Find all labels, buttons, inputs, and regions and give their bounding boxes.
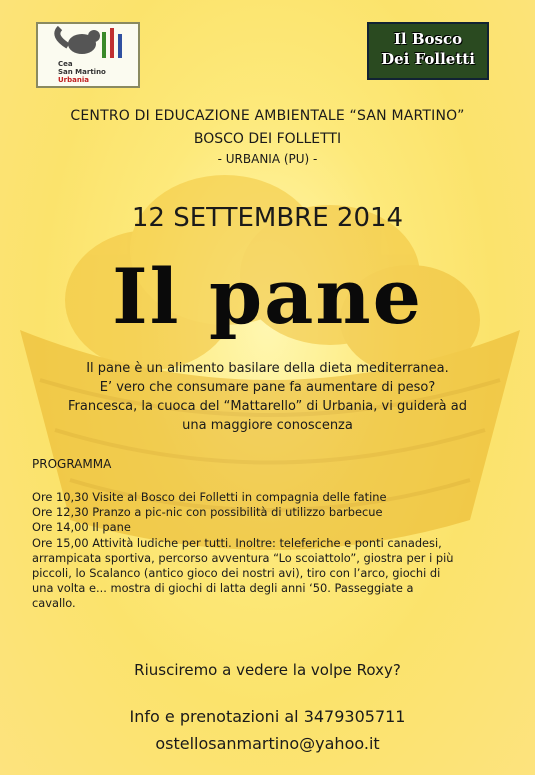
logo-text-il-bosco: Il Bosco [393, 30, 463, 48]
programma-line: Ore 12,30 Pranzo a pic-nic con possibilità di utilizzo barbecue [32, 505, 383, 520]
squirrel-icon [38, 26, 138, 60]
header-centre-name: CENTRO DI EDUCAZIONE AMBIENTALE “SAN MARTINO” [70, 108, 465, 124]
logo-text-urbania: Urbania [58, 76, 89, 84]
logo-text-san-martino: San Martino [58, 68, 106, 76]
programma-line: piccoli, lo Scalanco (antico gioco dei nostri avi), tiro con l’arco, giochi di [32, 566, 441, 581]
question-text: Riusciremo a vedere la volpe Roxy? [134, 661, 401, 679]
header-location: - URBANIA (PU) - [217, 152, 318, 166]
intro-line: E’ vero che consumare pane fa aumentare di peso? [99, 380, 436, 395]
event-date: 12 SETTEMBRE 2014 [131, 203, 404, 233]
intro-line: una maggiore conoscenza [182, 418, 353, 433]
bosco-dei-folletti-logo [367, 22, 489, 80]
email-address[interactable]: ostellosanmartino@yahoo.it [155, 734, 380, 753]
programma-line: Ore 15,00 Attività ludiche per tutti. Inoltre: teleferiche e ponti canadesi, [32, 535, 442, 550]
intro-line: Il pane è un alimento basilare della dieta mediterranea. [86, 361, 449, 376]
info-contact: Info e prenotazioni al 3479305711 [129, 707, 406, 726]
programma-list [32, 490, 512, 612]
logo-text-dei-folletti: Dei Folletti [381, 50, 475, 68]
programma-heading: PROGRAMMA [32, 457, 112, 471]
programma-line: cavallo. [32, 596, 76, 611]
cea-san-martino-logo [36, 22, 140, 88]
logo-text-cea: Cea [58, 60, 73, 68]
programma-line: Ore 10,30 Visite al Bosco dei Folletti in compagnia delle fatine [32, 490, 387, 504]
header-bosco: BOSCO DEI FOLLETTI [193, 131, 342, 147]
intro-line: Francesca, la cuoca del “Mattarello” di Urbania, vi guiderà ad [68, 399, 467, 414]
event-title: Il pane [112, 252, 423, 341]
intro-text [20, 359, 515, 435]
programma-line: una volta e... mostra di giochi di latta degli anni ‘50. Passeggiate a [32, 581, 414, 596]
programma-line: arrampicata sportiva, percorso avventura “Lo scoiattolo”, giostra per i più [32, 550, 454, 565]
programma-line: Ore 14,00 Il pane [32, 520, 131, 535]
